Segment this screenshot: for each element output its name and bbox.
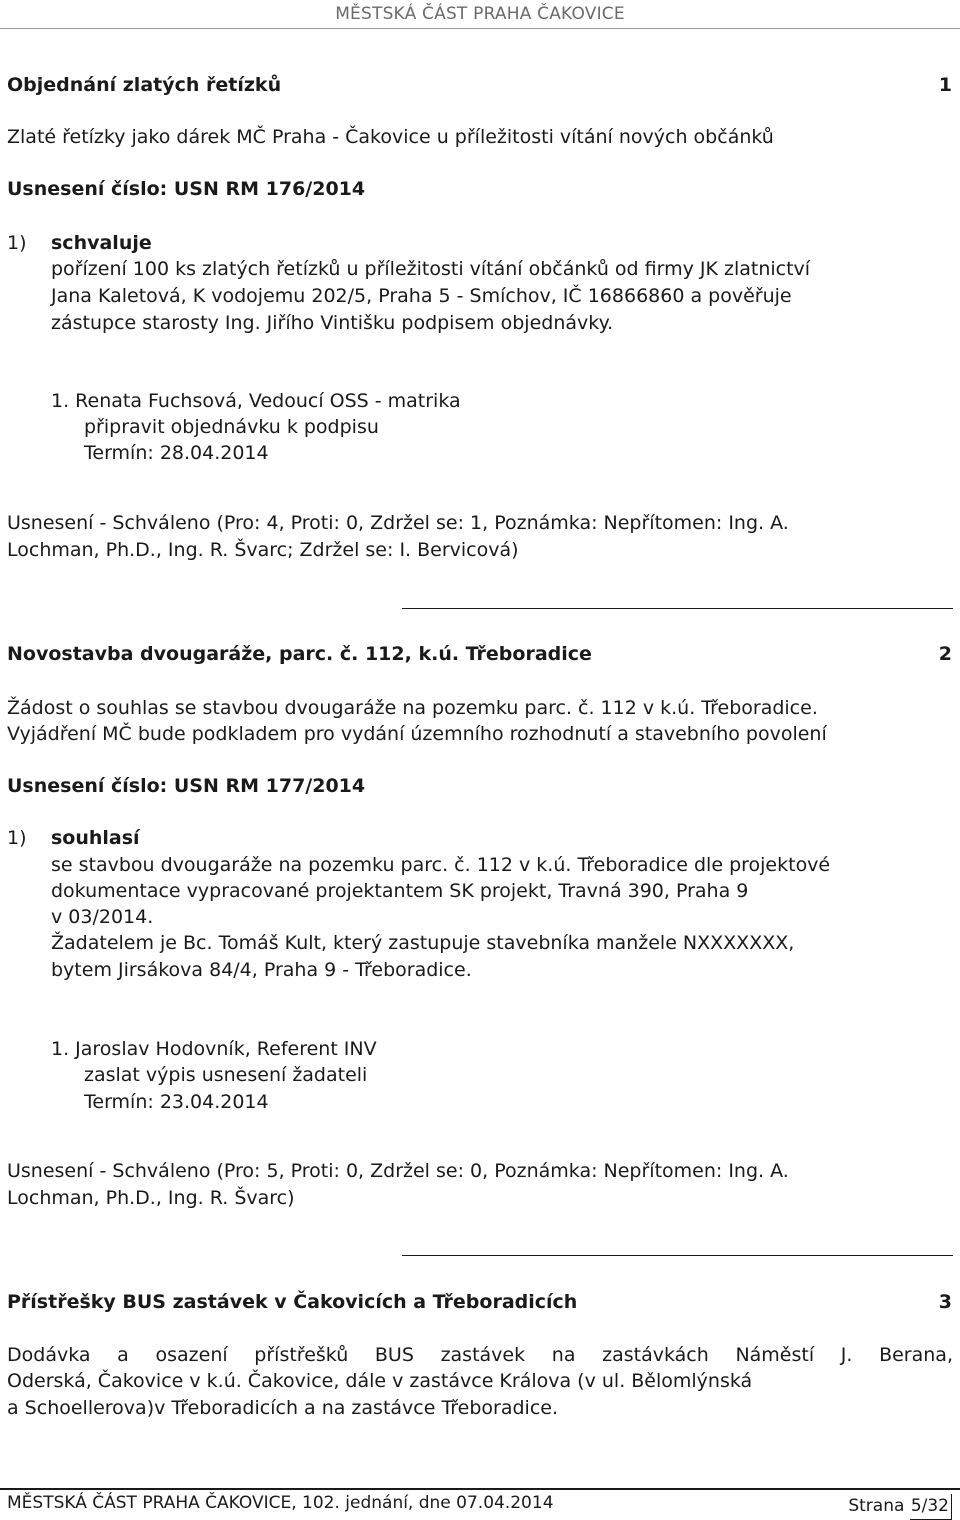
header-divider (0, 28, 960, 29)
footer-divider (0, 1488, 960, 1490)
item-2-body-line: bytem Jirsákova 84/4, Praha 9 - Třeboradice. (51, 959, 472, 981)
item-2-body-line: v 03/2014. (51, 906, 154, 928)
item-1-title: Objednání zlatých řetízků (7, 74, 282, 96)
item-1-task-deadline: Termín: 28.04.2014 (84, 442, 269, 464)
item-3-body-line: a Schoellerova)v Třeboradicích a na zastávce Třeboradice. (7, 1397, 559, 1419)
page-header: MĚSTSKÁ ČÁST PRAHA ČAKOVICE (335, 4, 625, 24)
item-2-task-action: zaslat výpis usnesení žadateli (84, 1064, 368, 1086)
item-3-number: 3 (938, 1291, 952, 1313)
item-2-vote-line: Lochman, Ph.D., Ing. R. Švarc) (7, 1187, 295, 1209)
item-2-subtitle-line: Žádost o souhlas se stavbou dvougaráže na pozemku parc. č. 112 v k.ú. Třeboradice. (7, 697, 818, 719)
item-2-body-line: dokumentace vypracované projektantem SK projekt, Travná 390, Praha 9 (51, 880, 749, 902)
item-1-resolution-number: Usnesení číslo: USN RM 176/2014 (7, 178, 366, 200)
item-1-point-number: 1) (7, 232, 27, 254)
item-1-body-line: pořízení 100 ks zlatých řetízků u příležitosti vítání občánků od firmy JK zlatnictví (51, 258, 811, 280)
item-1-number: 1 (938, 74, 952, 96)
item-2-verb: souhlasí (51, 827, 140, 849)
item-3-title: Přístřešky BUS zastávek v Čakovicích a Třeboradicích (7, 1291, 578, 1313)
item-2-point-number: 1) (7, 827, 27, 849)
footer-page-label: Strana (848, 1496, 905, 1516)
item-1-task-action: připravit objednávku k podpisu (84, 416, 379, 438)
item-2-body-line: Žadatelem je Bc. Tomáš Kult, který zastupuje stavebníka manžele NXXXXXXX, (51, 932, 795, 954)
section-divider (402, 608, 953, 609)
item-2-vote-line: Usnesení - Schváleno (Pro: 5, Proti: 0, Zdržel se: 0, Poznámka: Nepřítomen: Ing. A. (7, 1160, 789, 1182)
item-1-verb: schvaluje (51, 232, 152, 254)
item-2-body-line: se stavbou dvougaráže na pozemku parc. č. 112 v k.ú. Třeboradice dle projektové (51, 854, 831, 876)
item-3-body-line: Dodávka a osazení přístřešků BUS zastávek na zastávkách Náměstí J. Berana, (7, 1344, 953, 1366)
item-2-number: 2 (938, 643, 952, 665)
item-2-subtitle-line: Vyjádření MČ bude podkladem pro vydání územního rozhodnutí a stavebního povolení (7, 723, 827, 745)
item-2-task-deadline: Termín: 23.04.2014 (84, 1091, 269, 1113)
footer-meeting-info: MĚSTSKÁ ČÁST PRAHA ČAKOVICE, 102. jednání, dne 07.04.2014 (7, 1493, 554, 1513)
item-1-subtitle: Zlaté řetízky jako dárek MČ Praha - Čakovice u příležitosti vítání nových občánků (7, 126, 774, 148)
item-2-title: Novostavba dvougaráže, parc. č. 112, k.ú. Třeboradice (7, 643, 592, 665)
item-1-body-line: zástupce starosty Ing. Jiřího Vintišku podpisem objednávky. (51, 312, 614, 334)
item-2-task-assignee: 1. Jaroslav Hodovník, Referent INV (51, 1038, 377, 1060)
item-1-body-line: Jana Kaletová, K vodojemu 202/5, Praha 5 - Smíchov, IČ 16866860 a pověřuje (51, 285, 792, 307)
item-1-vote-line: Usnesení - Schváleno (Pro: 4, Proti: 0, Zdržel se: 1, Poznámka: Nepřítomen: Ing. A. (7, 512, 789, 534)
section-divider (402, 1255, 953, 1256)
item-2-resolution-number: Usnesení číslo: USN RM 177/2014 (7, 775, 366, 797)
footer-page-indicator (848, 1494, 952, 1520)
item-1-task-assignee: 1. Renata Fuchsová, Vedoucí OSS - matrika (51, 390, 461, 412)
footer-page-number: 5/32 (910, 1494, 952, 1520)
item-1-vote-line: Lochman, Ph.D., Ing. R. Švarc; Zdržel se: I. Bervicová) (7, 539, 519, 561)
item-3-body-line: Oderská, Čakovice v k.ú. Čakovice, dále v zastávce Králova (v ul. Bělomlýnská (7, 1370, 753, 1392)
